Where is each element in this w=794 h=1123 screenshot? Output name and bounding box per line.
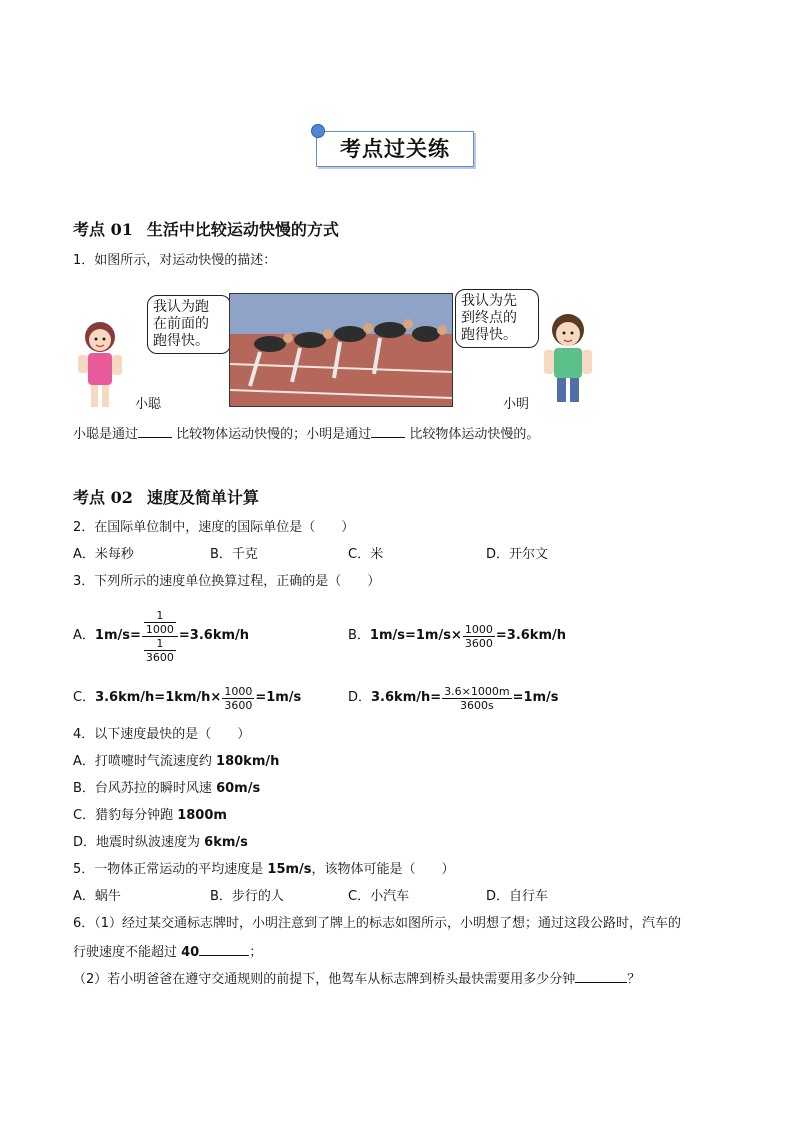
formula-text: 3.6km/h=1km/h× [95,690,222,705]
formula-text: =3.6km/h [495,628,566,643]
question-5-option[interactable]: A．蜗牛 [73,889,121,904]
formula-text: 3.6km/h= [371,690,442,705]
fraction-numerator [142,609,178,636]
left-name-label: 小聪 [135,397,162,412]
question-1-fill [73,425,539,444]
question-3-option-b[interactable] [348,618,566,654]
answer-blank[interactable] [138,425,172,438]
stem-text: ； [249,945,263,960]
fraction [442,685,511,712]
answer-blank[interactable] [371,425,405,438]
question-4-option[interactable] [73,807,227,825]
fraction-denominator: 1000 [145,622,174,636]
question-5-option[interactable]: B．步行的人 [210,889,284,904]
stem-text: ？ [627,972,641,987]
stem-text: 5．一物体正常运动的平均速度是 [73,862,268,877]
question-4-option[interactable] [73,780,260,798]
section-number: 考点 02 [73,488,133,507]
speech-line: 到终点的 [461,310,517,326]
option-label: D． [348,690,372,705]
option-value: 60m/s [216,781,261,796]
banner-dot-icon [311,124,325,138]
answer-blank[interactable] [199,943,249,956]
inner-fraction [144,609,176,636]
question-2-option[interactable]: C．米 [348,547,384,562]
question-2-option[interactable]: D．开尔文 [486,547,549,562]
fill-text: 小聪是通过 [73,427,139,442]
section-banner [316,131,474,167]
formula-text: =1m/s [512,690,559,705]
stem-value: 15m/s [267,862,312,877]
fraction-numerator: 1000 [224,684,253,698]
speech-line: 跑得快。 [153,333,209,349]
answer-blank[interactable] [575,970,627,983]
option-label: C． [73,690,96,705]
option-label: A． [73,628,95,643]
question-3-option-a[interactable] [73,600,249,672]
right-speech-bubble [455,289,539,348]
section-heading-1 [73,217,339,240]
question-6-line-1: 6．（1）经过某交通标志牌时，小明注意到了牌上的标志如图所示，小明想了想；通过这段公路时，汽车的 [73,916,682,931]
question-5-option[interactable]: C．小汽车 [348,889,410,904]
question-6-line-3 [73,970,640,989]
fraction [463,623,495,650]
compound-fraction [142,609,178,664]
question-2-stem: 2．在国际单位制中，速度的国际单位是（ ） [73,520,355,535]
question-4-option[interactable] [73,834,248,852]
formula-text: =3.6km/h [178,628,250,643]
option-value: 6km/s [204,835,248,850]
section-heading-2 [73,485,259,508]
fraction-numerator: 1000 [464,622,493,636]
question-6-line-2 [73,943,262,962]
fraction-denominator: 3600 [224,698,253,712]
question-3-stem: 3．下列所示的速度单位换算过程，正确的是（ ） [73,574,381,589]
formula-text: 1m/s=1m/s× [369,628,462,643]
option-text: D．地震时纵波速度为 [73,835,205,850]
formula-text: =1m/s [255,690,302,705]
option-value: 180km/h [216,754,280,769]
girl-figure [70,315,130,410]
fraction [222,685,254,712]
fraction-denominator: 3600 [464,636,493,650]
speech-line: 我认为先 [461,293,517,309]
option-text: A．打喷嚏时气流速度约 [73,754,217,769]
fill-text: 比较物体运动快慢的。 [409,427,540,442]
fraction-numerator: 1 [156,608,164,622]
boy-figure [538,308,602,406]
speech-line: 我认为跑 [153,299,209,315]
fraction-denominator: 3600 [145,650,174,664]
question-4-stem: 4．以下速度最快的是（ ） [73,727,251,742]
question-5-option[interactable]: D．自行车 [486,889,549,904]
stem-value: 40 [181,945,200,960]
question-2-option[interactable]: B．千克 [210,547,258,562]
section-title: 速度及简单计算 [146,488,259,507]
inner-fraction [144,637,176,664]
speech-line: 在前面的 [153,316,209,332]
right-name-label: 小明 [503,397,530,412]
sprinters-photo [229,293,453,407]
option-text: B．台风苏拉的瞬时风速 [73,781,217,796]
question-1-stem: 1．如图所示，对运动快慢的描述： [73,253,277,268]
left-speech-bubble [147,295,231,354]
speech-line: 跑得快。 [461,327,517,343]
question-2-option[interactable]: A．米每秒 [73,547,134,562]
question-4-option[interactable] [73,753,279,771]
question-5-stem [73,861,455,879]
stem-text: 行驶速度不能超过 [73,945,182,960]
question-3-option-d[interactable] [348,680,559,716]
section-number: 考点 01 [73,220,133,239]
fraction-denominator [142,636,178,664]
fraction-numerator: 3.6×1000m [444,684,510,698]
stem-text: （2）若小明爸爸在遵守交通规则的前提下，他驾车从标志牌到桥头最快需要用多少分钟 [73,972,576,987]
option-value: 1800m [177,808,227,823]
stem-text: ，该物体可能是（ ） [311,862,455,877]
fill-text: 比较物体运动快慢的；小明是通过 [176,427,372,442]
question-3-option-c[interactable] [73,680,301,716]
section-title: 生活中比较运动快慢的方式 [146,220,339,239]
fraction-numerator: 1 [156,636,164,650]
banner-title: 考点过关练 [340,136,450,161]
formula-text: 1m/s= [94,628,141,643]
option-text: C．猎豹每分钟跑 [73,808,178,823]
option-label: B． [348,628,370,643]
fraction-denominator: 3600s [442,698,511,712]
